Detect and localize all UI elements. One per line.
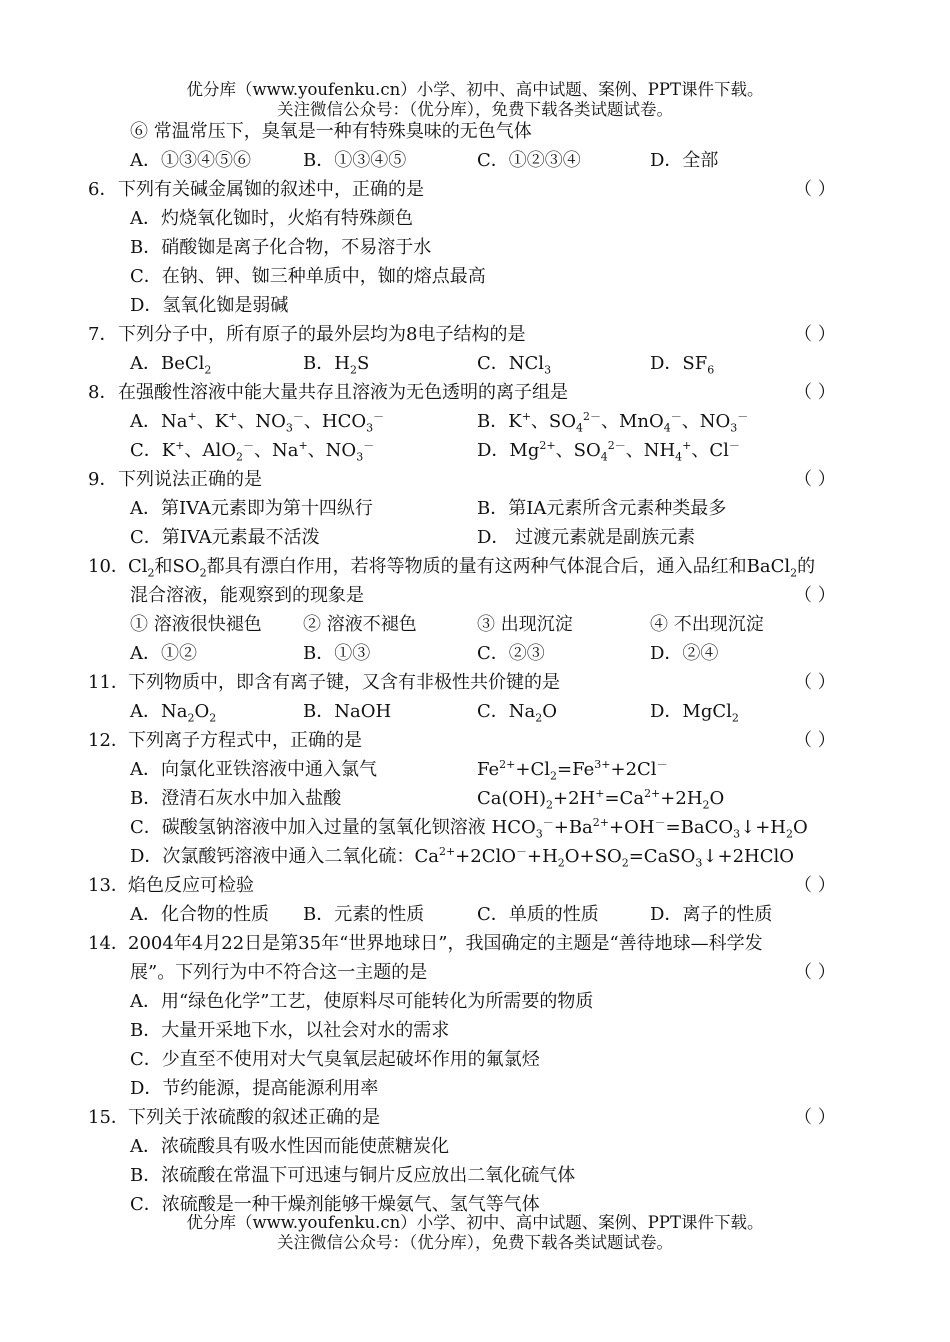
q11-option-b: B．NaOH xyxy=(303,701,392,722)
answer-paren: （ ） xyxy=(794,585,836,606)
q14-stem-continued: 展”。下列行为中不符合这一主题的是 （ ） xyxy=(88,958,868,987)
q7-option-a: A．BeCl$_2$ xyxy=(130,353,212,377)
page-header xyxy=(0,80,950,120)
header-line-1: 优分库（www.youfenku.cn）小学、初中、高中试题、案例、PPT课件下载。 xyxy=(186,80,764,99)
q15-option-a: A．浓硫酸具有吸水性因而能使蔗糖炭化 xyxy=(130,1136,449,1157)
q8-options-ab xyxy=(88,407,868,436)
q10-option-b: B．①③ xyxy=(303,643,371,664)
q5-item6: ⑥ 常温常压下，臭氧是一种有特殊臭味的无色气体 xyxy=(130,121,532,142)
q10-phenomenon-3: ③ 出现沉淀 xyxy=(477,614,573,635)
q6-option-b: B．硝酸铷是离子化合物，不易溶于水 xyxy=(130,237,432,258)
q10-option-d: D．②④ xyxy=(650,643,719,664)
q12-equation-b: $Ca(OH)_2+2H^+=Ca^{2+}+2H_2O$ xyxy=(477,787,725,812)
answer-paren: （ ） xyxy=(794,324,836,345)
q7-option-c: C．NCl$_3$ xyxy=(477,353,552,377)
q11-options xyxy=(88,697,868,726)
q12-option-c: C．碳酸氢钠溶液中加入过量的氢氧化钡溶液 $HCO_3^-+Ba^{2+}+OH^-=BaCO_3↓+H_2O$ xyxy=(130,816,808,841)
footer-line-2: 关注微信公众号：（优分库），免费下载各类试题试卷。 xyxy=(277,1233,673,1252)
q7-options xyxy=(88,349,868,378)
q13-stem: 13．焰色反应可检验 （ ） xyxy=(88,871,868,900)
q13-options xyxy=(88,900,868,929)
exam-content xyxy=(88,117,868,1219)
q7-option-d: D．$SF_6$ xyxy=(650,353,715,377)
q14-option-a: A．用“绿色化学”工艺，使原料尽可能转化为所需要的物质 xyxy=(130,991,594,1012)
q8-option-d: D．$Mg^{2+}$、$SO_4^{2-}$、$NH_4^+$、Cl－ xyxy=(477,439,740,464)
answer-paren: （ ） xyxy=(794,962,836,983)
q14-option-c: C．少直至不使用对大气臭氧层起破坏作用的氟氯烃 xyxy=(130,1049,540,1070)
q9-option-d: D． 过渡元素就是副族元素 xyxy=(477,527,696,548)
answer-paren: （ ） xyxy=(794,469,836,490)
q8-option-c: C．K+、AlO$_2$－、Na+、$NO_3^-$ xyxy=(130,439,375,464)
answer-paren: （ ） xyxy=(794,730,836,751)
page-footer xyxy=(0,1213,950,1253)
q10-phenomenon-1: ① 溶液很快褪色 xyxy=(130,614,262,635)
q12-option-b: B．澄清石灰水中加入盐酸 $Ca(OH)_2+2H^+=Ca^{2+}+2H_2O$ xyxy=(88,784,868,813)
q15-option-c: C．浓硫酸是一种干燥剂能够干燥氨气、氢气等气体 xyxy=(130,1194,540,1215)
q9-option-b: B．第IA元素所含元素种类最多 xyxy=(477,498,727,519)
q15-option-b: B．浓硫酸在常温下可迅速与铜片反应放出二氧化硫气体 xyxy=(130,1165,576,1186)
q6-option-a: A．灼烧氧化铷时，火焰有特殊颜色 xyxy=(130,208,413,229)
q15-stem: 15．下列关于浓硫酸的叙述正确的是 （ ） xyxy=(88,1103,868,1132)
answer-paren: （ ） xyxy=(794,382,836,403)
q11-stem: 11．下列物质中，即含有离子键，又含有非极性共价键的是 （ ） xyxy=(88,668,868,697)
q10-option-a: A．①② xyxy=(130,643,197,664)
q13-option-c: C．单质的性质 xyxy=(477,904,599,925)
q9-stem: 9．下列说法正确的是 （ ） xyxy=(88,465,868,494)
q8-stem: 8．在强酸性溶液中能大量共存且溶液为无色透明的离子组是 （ ） xyxy=(88,378,868,407)
q5-options xyxy=(88,146,868,175)
q6-stem: 6．下列有关碱金属铷的叙述中，正确的是 （ ） xyxy=(88,175,868,204)
q14-stem: 14．2004年4月22日是第35年“世界地球日”，我国确定的主题是“善待地球—科学发 xyxy=(88,933,763,954)
q8-options-cd xyxy=(88,436,868,465)
q5-option-c: C．①②③④ xyxy=(477,150,581,171)
q11-option-a: A．$Na_2O_2$ xyxy=(130,701,217,725)
q14-option-b: B．大量开采地下水，以社会对水的需求 xyxy=(130,1020,450,1041)
answer-paren: （ ） xyxy=(794,672,836,693)
q5-option-d: D．全部 xyxy=(650,150,719,171)
q13-option-b: B．元素的性质 xyxy=(303,904,425,925)
q6-option-c: C．在钠、钾、铷三种单质中，铷的熔点最高 xyxy=(130,266,486,287)
q13-option-d: D．离子的性质 xyxy=(650,904,773,925)
q5-option-a: A．①③④⑤⑥ xyxy=(130,150,251,171)
q9-options-cd xyxy=(88,523,868,552)
answer-paren: （ ） xyxy=(794,875,836,896)
q10-stem: 10．$Cl_2$和$SO_2$都具有漂白作用，若将等物质的量有这两种气体混合后，通入品红和BaCl$_2$的 xyxy=(88,556,816,580)
q14-option-d: D．节约能源，提高能源利用率 xyxy=(130,1078,379,1099)
q12-option-a: A．向氯化亚铁溶液中通入氯气 $Fe^{2+}+Cl_2=Fe^{3+}+2Cl^-$ xyxy=(88,755,868,784)
q11-option-d: D．MgCl$_2$ xyxy=(650,701,739,725)
header-line-2: 关注微信公众号：（优分库），免费下载各类试题试卷。 xyxy=(277,100,673,119)
q10-phenomena xyxy=(88,610,868,639)
q10-option-c: C．②③ xyxy=(477,643,545,664)
q6-option-d: D．氢氧化铷是弱碱 xyxy=(130,295,289,316)
q13-option-a: A．化合物的性质 xyxy=(130,904,269,925)
q12-stem: 12．下列离子方程式中，正确的是 （ ） xyxy=(88,726,868,755)
answer-paren: （ ） xyxy=(794,179,836,200)
footer-line-1: 优分库（www.youfenku.cn）小学、初中、高中试题、案例、PPT课件下载。 xyxy=(186,1213,764,1232)
q9-option-a: A．第IVA元素即为第十四纵行 xyxy=(130,498,373,519)
q10-stem-continued: 混合溶液，能观察到的现象是 （ ） xyxy=(88,581,868,610)
q12-option-d: D．次氯酸钙溶液中通入二氧化硫：$Ca^{2+}+2ClO^-+H_2O+SO_2=CaSO_3↓+2HClO$ xyxy=(130,845,795,870)
q11-option-c: C．$Na_2O$ xyxy=(477,701,558,725)
q8-option-b: B．K+、$SO_4^{2-}$、MnO$_4$－、$NO_3^-$ xyxy=(477,410,749,435)
q10-options xyxy=(88,639,868,668)
q7-stem: 7．下列分子中，所有原子的最外层均为8电子结构的是 （ ） xyxy=(88,320,868,349)
q5-option-b: B．①③④⑤ xyxy=(303,150,407,171)
q9-options-ab xyxy=(88,494,868,523)
q10-phenomenon-4: ④ 不出现沉淀 xyxy=(650,614,764,635)
q7-option-b: B．$H_2S$ xyxy=(303,353,370,377)
q10-phenomenon-2: ② 溶液不褪色 xyxy=(303,614,417,635)
answer-paren: （ ） xyxy=(794,1107,836,1128)
q9-option-c: C．第IVA元素最不活泼 xyxy=(130,527,320,548)
q8-option-a: A．Na+、K+、$NO_3^-$、$HCO_3^-$ xyxy=(130,410,385,435)
q12-equation-a: $Fe^{2+}+Cl_2=Fe^{3+}+2Cl^-$ xyxy=(477,758,668,783)
